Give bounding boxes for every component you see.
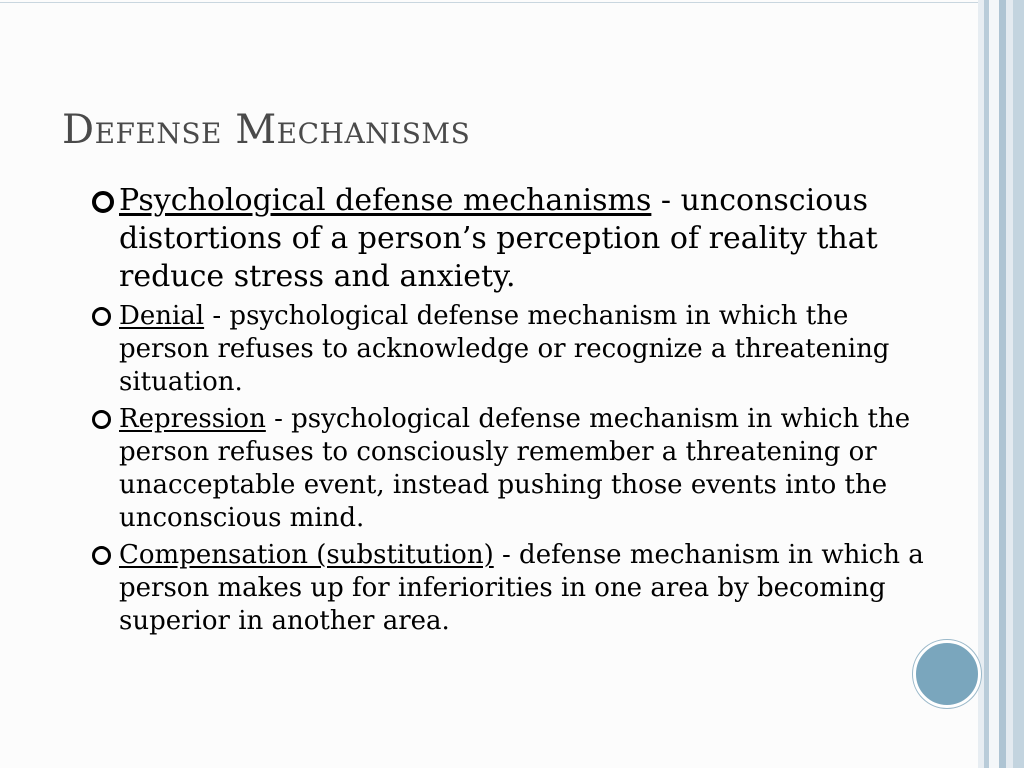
bullet-term: Denial <box>119 301 205 331</box>
bullet-item <box>92 403 942 535</box>
bullet-list <box>92 182 942 638</box>
bullet-item <box>92 182 942 296</box>
right-border-strip <box>989 0 999 768</box>
bullet-text: - psychological defense mechanism in which the person refuses to acknowledge or recognize a threatening situation. <box>119 301 890 397</box>
circle-bullet-icon <box>92 546 111 565</box>
bullet-term: Psychological defense mechanisms <box>119 183 652 218</box>
bullet-item <box>92 300 942 399</box>
slide-title: Defense Mechanisms <box>62 107 471 153</box>
top-frame-line <box>0 2 978 3</box>
circle-bullet-icon <box>92 307 111 326</box>
decorative-circle <box>913 640 981 708</box>
bullet-text: - unconscious distortions of a person’s perception of reality that reduce stress and anxiety. <box>119 183 878 294</box>
circle-bullet-icon <box>92 410 111 429</box>
bullet-text: - defense mechanism in which a person makes up for inferiorities in one area by becoming superior in another area. <box>119 540 924 636</box>
bullet-term: Compensation (substitution) <box>119 540 494 570</box>
bullet-text: - psychological defense mechanism in which the person refuses to consciously remember a threatening or unacceptable event, instead pushing those events into the unconscious mind. <box>119 404 911 533</box>
circle-bullet-icon <box>92 191 114 213</box>
right-border-strip <box>1013 0 1024 768</box>
bullet-term: Repression <box>119 404 266 434</box>
right-border-strip <box>999 0 1006 768</box>
bullet-item <box>92 539 942 638</box>
right-border-strip <box>1006 0 1013 768</box>
